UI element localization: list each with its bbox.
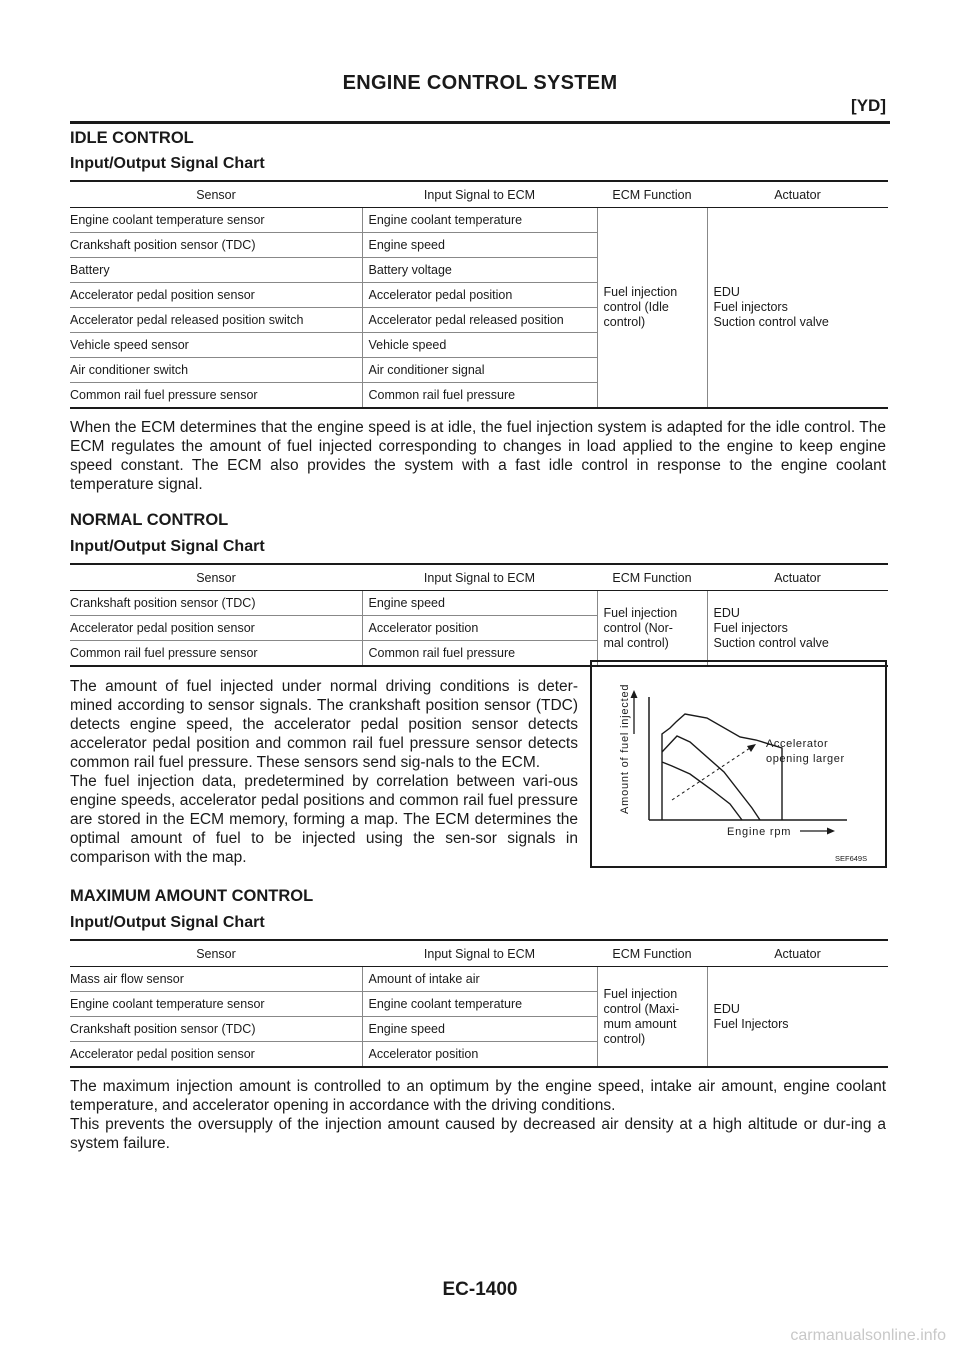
annotation-label-line1: Accelerator <box>766 738 829 750</box>
sensor-cell: Vehicle speed sensor <box>70 333 362 358</box>
sensor-cell: Accelerator pedal position sensor <box>70 616 362 641</box>
input-signal-cell: Accelerator pedal released position <box>362 308 597 333</box>
curve-medium-opening <box>662 736 760 820</box>
col-header-actuator: Actuator <box>707 940 888 967</box>
sensor-cell: Common rail fuel pressure sensor <box>70 641 362 667</box>
page-title: ENGINE CONTROL SYSTEM <box>342 72 618 94</box>
col-header-actuator: Actuator <box>707 181 888 208</box>
sensor-cell: Engine coolant temperature sensor <box>70 992 362 1017</box>
idle-control-heading: IDLE CONTROL <box>70 129 194 147</box>
fuel-injection-map-diagram <box>592 662 885 866</box>
opening-direction-arrow <box>672 748 750 800</box>
sensor-cell: Crankshaft position sensor (TDC) <box>70 591 362 616</box>
actuator-cell: EDU Fuel injectors Suction control valve <box>707 208 888 409</box>
actuator-cell: EDU Fuel Injectors <box>707 967 888 1068</box>
input-signal-cell: Engine speed <box>362 591 597 616</box>
input-signal-cell: Vehicle speed <box>362 333 597 358</box>
sensor-cell: Accelerator pedal position sensor <box>70 283 362 308</box>
y-axis-label: Amount of fuel injected <box>619 683 631 814</box>
input-signal-cell: Common rail fuel pressure <box>362 383 597 409</box>
table-header-row <box>70 181 888 208</box>
input-signal-cell: Air conditioner signal <box>362 358 597 383</box>
curve-largest-opening <box>662 714 782 820</box>
normal-chart-title: Input/Output Signal Chart <box>70 538 265 555</box>
watermark: carmanualsonline.info <box>790 1327 946 1344</box>
maximum-control-heading: MAXIMUM AMOUNT CONTROL <box>70 887 314 905</box>
col-header-input-signal: Input Signal to ECM <box>362 181 597 208</box>
input-signal-cell: Common rail fuel pressure <box>362 641 597 667</box>
fuel-injection-map-figure <box>590 660 887 868</box>
input-signal-cell: Amount of intake air <box>362 967 597 992</box>
table-header-row <box>70 940 888 967</box>
maximum-control-description-1: The maximum injection amount is controlled to an optimum by the engine speed, intake air amount, engine coolant temperature, and accelerator opening in accordance with the driving conditions. <box>70 1078 886 1114</box>
sensor-cell: Air conditioner switch <box>70 358 362 383</box>
table-header-row <box>70 564 888 591</box>
col-header-input-signal: Input Signal to ECM <box>362 564 597 591</box>
figure-code: SEF649S <box>835 854 868 863</box>
maximum-chart-title: Input/Output Signal Chart <box>70 914 265 931</box>
idle-control-description: When the ECM determines that the engine speed is at idle, the fuel injection system is adapted for the idle control. The ECM regulates the amount of fuel injected corresponding to changes in load applied to the engine to keep engine speed constant. The ECM also provides the system with a fast idle control in response to the engine coolant temperature signal. <box>70 419 886 493</box>
normal-control-heading: NORMAL CONTROL <box>70 511 229 529</box>
table-row <box>70 208 888 233</box>
sensor-cell: Accelerator pedal position sensor <box>70 1042 362 1068</box>
actuator-cell: EDU Fuel injectors Suction control valve <box>707 591 888 667</box>
normal-control-description-1: The amount of fuel injected under normal driving conditions is deter-mined according to sensor signals. The crankshaft position sensor (TDC) detects engine speed, the accelerator pedal position sensor detects accelerator pedal position and common rail fuel pressure sensor detects common rail fuel pressure. These sensors send sig-nals to the ECM. <box>70 678 578 771</box>
ecm-function-cell: Fuel injection control (Maxi- mum amount control) <box>597 967 707 1068</box>
col-header-actuator: Actuator <box>707 564 888 591</box>
curve-small-opening <box>662 762 742 820</box>
col-header-sensor: Sensor <box>70 940 362 967</box>
normal-signal-table <box>70 563 888 667</box>
sensor-cell: Crankshaft position sensor (TDC) <box>70 233 362 258</box>
input-signal-cell: Engine coolant temperature <box>362 992 597 1017</box>
input-signal-cell: Engine speed <box>362 233 597 258</box>
sensor-cell: Accelerator pedal released position switch <box>70 308 362 333</box>
input-signal-cell: Engine speed <box>362 1017 597 1042</box>
input-signal-cell: Accelerator position <box>362 1042 597 1068</box>
sensor-cell: Engine coolant temperature sensor <box>70 208 362 233</box>
content <box>70 124 886 1153</box>
col-header-ecm-function: ECM Function <box>597 181 707 208</box>
table-row <box>70 591 888 616</box>
input-signal-cell: Accelerator pedal position <box>362 283 597 308</box>
col-header-ecm-function: ECM Function <box>597 940 707 967</box>
input-signal-cell: Accelerator position <box>362 616 597 641</box>
normal-control-description-2: The fuel injection data, predetermined by correlation between vari-ous engine speeds, accelerator pedal positions and common rail fuel pressure are stored in the ECM memory, forming a map. The ECM determines the optimal amount of fuel to be injected using the sen-sor signals in comparison with the map. <box>70 773 578 866</box>
page-number: EC-1400 <box>442 1279 518 1300</box>
maximum-control-description-2: This prevents the oversupply of the injection amount caused by decreased air density at a high altitude or dur-ing a system failure. <box>70 1116 886 1152</box>
ecm-function-cell: Fuel injection control (Nor- mal control) <box>597 591 707 667</box>
sensor-cell: Crankshaft position sensor (TDC) <box>70 1017 362 1042</box>
idle-signal-table <box>70 180 888 409</box>
col-header-sensor: Sensor <box>70 181 362 208</box>
y-arrow-head <box>631 690 638 698</box>
opening-direction-arrow-head <box>747 744 756 752</box>
input-signal-cell: Battery voltage <box>362 258 597 283</box>
input-signal-cell: Engine coolant temperature <box>362 208 597 233</box>
idle-chart-title: Input/Output Signal Chart <box>70 155 265 172</box>
ecm-function-cell: Fuel injection control (Idle control) <box>597 208 707 409</box>
sensor-cell: Battery <box>70 258 362 283</box>
annotation-label-line2: opening larger <box>766 753 845 765</box>
table-row <box>70 967 888 992</box>
maximum-signal-table <box>70 939 888 1068</box>
x-axis-label: Engine rpm <box>727 826 792 838</box>
sensor-cell: Common rail fuel pressure sensor <box>70 383 362 409</box>
normal-control-text <box>70 677 578 867</box>
col-header-ecm-function: ECM Function <box>597 564 707 591</box>
sensor-cell: Mass air flow sensor <box>70 967 362 992</box>
engine-code: [YD] <box>851 96 886 115</box>
col-header-sensor: Sensor <box>70 564 362 591</box>
x-arrow-head <box>827 828 835 835</box>
col-header-input-signal: Input Signal to ECM <box>362 940 597 967</box>
